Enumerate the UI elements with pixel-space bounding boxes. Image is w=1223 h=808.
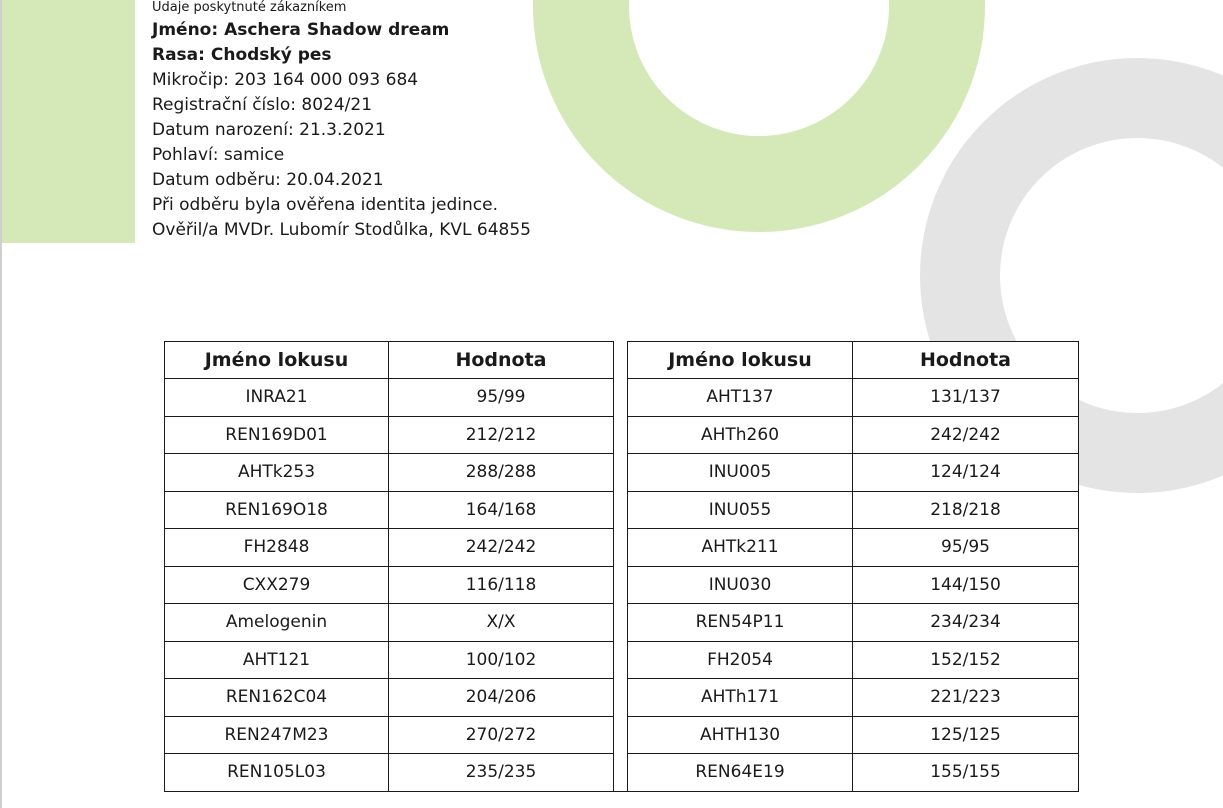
locus-name-cell: REN162C04: [165, 679, 389, 717]
locus-name-cell: AHT137: [628, 379, 853, 417]
column-gap: [614, 754, 628, 792]
column-gap: [614, 566, 628, 604]
registration-number: Registrační číslo: 8024/21: [152, 95, 373, 115]
locus-name-cell: INRA21: [165, 379, 389, 417]
value-cell: X/X: [389, 604, 614, 642]
dog-name: Jméno: Aschera Shadow dream: [152, 20, 450, 40]
locus-name-cell: AHTk253: [165, 454, 389, 492]
locus-name-cell: INU055: [628, 491, 853, 529]
table-row: [165, 679, 1079, 717]
locus-name-cell: AHTh171: [628, 679, 853, 717]
birth-date: Datum narození: 21.3.2021: [152, 120, 386, 140]
customer-info: [152, 0, 531, 243]
column-gap: [614, 679, 628, 717]
value-cell: 212/212: [389, 416, 614, 454]
value-cell: 218/218: [853, 491, 1079, 529]
header-locus-name: Jméno lokusu: [165, 342, 389, 379]
locus-name-cell: AHTk211: [628, 529, 853, 567]
value-cell: 270/272: [389, 716, 614, 754]
column-gap: [614, 641, 628, 679]
value-cell: 155/155: [853, 754, 1079, 792]
customer-info-heading: Údaje poskytnuté zákazníkem: [152, 0, 347, 15]
locus-name-cell: REN54P11: [628, 604, 853, 642]
value-cell: 95/95: [853, 529, 1079, 567]
table-header-row: [165, 342, 1079, 379]
dog-breed: Rasa: Chodský pes: [152, 45, 332, 65]
decorative-green-ring: [533, 0, 985, 232]
header-locus-name: Jméno lokusu: [628, 342, 853, 379]
value-cell: 124/124: [853, 454, 1079, 492]
locus-name-cell: AHTh260: [628, 416, 853, 454]
column-gap: [614, 491, 628, 529]
value-cell: 116/118: [389, 566, 614, 604]
locus-name-cell: REN247M23: [165, 716, 389, 754]
loci-table: [164, 341, 1079, 792]
table-row: [165, 641, 1079, 679]
verified-by: Ověřil/a MVDr. Lubomír Stodůlka, KVL 64855: [152, 220, 531, 240]
value-cell: 100/102: [389, 641, 614, 679]
locus-name-cell: AHTH130: [628, 716, 853, 754]
table-row: [165, 604, 1079, 642]
value-cell: 242/242: [389, 529, 614, 567]
value-cell: 242/242: [853, 416, 1079, 454]
locus-name-cell: REN169D01: [165, 416, 389, 454]
table-row: [165, 566, 1079, 604]
value-cell: 234/234: [853, 604, 1079, 642]
locus-name-cell: AHT121: [165, 641, 389, 679]
column-gap: [614, 342, 628, 379]
value-cell: 164/168: [389, 491, 614, 529]
locus-name-cell: INU005: [628, 454, 853, 492]
decorative-green-bar: [2, 0, 135, 243]
table-row: [165, 716, 1079, 754]
value-cell: 152/152: [853, 641, 1079, 679]
header-value: Hodnota: [853, 342, 1079, 379]
value-cell: 125/125: [853, 716, 1079, 754]
locus-name-cell: Amelogenin: [165, 604, 389, 642]
column-gap: [614, 454, 628, 492]
column-gap: [614, 379, 628, 417]
column-gap: [614, 529, 628, 567]
locus-name-cell: FH2054: [628, 641, 853, 679]
loci-table-body: [165, 379, 1079, 792]
sex: Pohlaví: samice: [152, 145, 285, 165]
value-cell: 131/137: [853, 379, 1079, 417]
value-cell: 221/223: [853, 679, 1079, 717]
table-row: [165, 379, 1079, 417]
locus-name-cell: REN64E19: [628, 754, 853, 792]
microchip: Mikročip: 203 164 000 093 684: [152, 70, 419, 90]
table-row: [165, 491, 1079, 529]
column-gap: [614, 416, 628, 454]
locus-name-cell: REN169O18: [165, 491, 389, 529]
locus-name-cell: INU030: [628, 566, 853, 604]
column-gap: [614, 716, 628, 754]
sampling-date: Datum odběru: 20.04.2021: [152, 170, 384, 190]
locus-name-cell: CXX279: [165, 566, 389, 604]
value-cell: 288/288: [389, 454, 614, 492]
locus-name-cell: REN105L03: [165, 754, 389, 792]
column-gap: [614, 604, 628, 642]
locus-name-cell: FH2848: [165, 529, 389, 567]
table-row: [165, 416, 1079, 454]
value-cell: 95/99: [389, 379, 614, 417]
value-cell: 204/206: [389, 679, 614, 717]
identity-note: Při odběru byla ověřena identita jedince.: [152, 195, 498, 215]
value-cell: 235/235: [389, 754, 614, 792]
table-row: [165, 754, 1079, 792]
header-value: Hodnota: [389, 342, 614, 379]
table-row: [165, 454, 1079, 492]
table-row: [165, 529, 1079, 567]
value-cell: 144/150: [853, 566, 1079, 604]
